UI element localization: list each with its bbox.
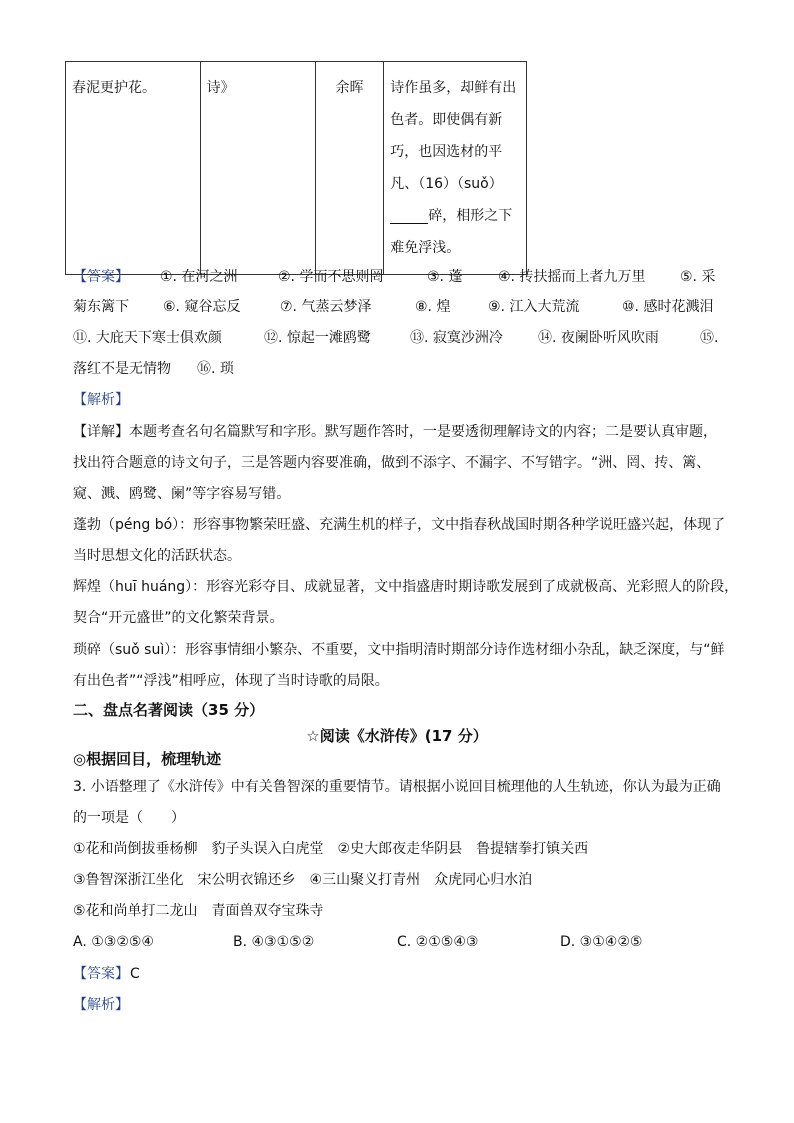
sub-heading: ◎根据回目，梳理轨迹 xyxy=(73,750,222,768)
comment-text-a: 诗作虽多，却鲜有出色者。即使偶有新巧，也因选材的平凡、（16）（suǒ） xyxy=(390,80,517,192)
answer-value: C xyxy=(130,966,140,982)
event-line: ⑤花和尚单打二龙山 青面兽双夺宝珠寺 xyxy=(73,903,324,919)
detail-line: 当时思想文化的活跃状态。 xyxy=(73,548,241,564)
detail-line: 窥、溅、鸥鹭、阑”等字容易写错。 xyxy=(73,486,291,502)
event-line: ③鲁智深浙江坐化 宋公明衣锦还乡 ④三山聚义打青州 众虎同心归水泊 xyxy=(73,872,533,888)
detail-line: 辉煌（huī huáng）：形容光彩夺目、成就显著，文中指盛唐时期诗歌发展到了成就极高、光彩照人的阶段， xyxy=(73,579,739,595)
answer-item: 菊东篱下 xyxy=(73,299,129,315)
question-line: 3. 小语整理了《水浒传》中有关鲁智深的重要情节。请根据小说回目梳理他的人生轨迹，你认为最为正确 xyxy=(73,779,721,795)
detail-line: 契合“开元盛世”的文化繁荣背景。 xyxy=(73,610,284,626)
answer-item: ⑥. 窥谷忘反 xyxy=(163,299,241,315)
answer-item: ⑭. 夜阑卧听风吹雨 xyxy=(538,330,659,346)
event-line: ①花和尚倒拔垂杨柳 豹子头误入白虎堂 ②史大郎夜走华阴县 鲁提辖拳打镇关西 xyxy=(73,841,589,857)
answer-label: 【答案】 xyxy=(73,966,129,982)
detail-line: 琐碎（suǒ suì）：形容事情细小繁杂、不重要，文中指明清时期部分诗作选材细小杂乱，缺乏深度，与“鲜 xyxy=(73,642,725,658)
answer-item: ⑬. 寂寞沙洲冷 xyxy=(410,330,503,346)
poem-table xyxy=(65,61,527,275)
table-cell-verse: 春泥更护花。 xyxy=(66,62,201,275)
option-b: B. ④③①⑤② xyxy=(233,934,315,950)
analysis-label: 【解析】 xyxy=(73,997,129,1013)
detail-line: 找出符合题意的诗文句子，三是答题内容要准确，做到不添字、不漏字、不写错字。“洲、罔、抟、篱、 xyxy=(73,455,711,471)
answer-item: ⑤. 采 xyxy=(680,269,716,285)
table-row xyxy=(66,62,527,275)
table-cell-title: 诗》 xyxy=(200,62,315,275)
option-c: C. ②①⑤④③ xyxy=(397,934,479,950)
fill-blank xyxy=(390,209,428,224)
answer-item: ①. 在河之洲 xyxy=(160,269,238,285)
detail-line: 有出色者”“浮浅”相呼应，体现了当时诗歌的局限。 xyxy=(73,673,389,689)
detail-line: 蓬勃（péng bó）：形容事物繁荣旺盛、充满生机的样子，文中指春秋战国时期各种学说旺盛兴起，体现了 xyxy=(73,517,726,533)
answer-item: ③. 蓬 xyxy=(427,269,463,285)
subsection-title: ☆阅读《水浒传》(17 分） xyxy=(306,727,488,745)
question-line: 的一项是（ ） xyxy=(73,810,185,826)
option-a: A. ①③②⑤④ xyxy=(73,934,154,950)
answer-item: ⑮. xyxy=(700,330,719,346)
option-d: D. ③①④②⑤ xyxy=(560,934,643,950)
section-title: 二、盘点名著阅读（35 分） xyxy=(73,701,265,719)
comment-text-b: 碎，相形之下难免浮浅。 xyxy=(390,208,513,256)
answer-item: ⑨. 江入大荒流 xyxy=(488,299,580,315)
answer-item: ②. 学而不思则罔 xyxy=(278,269,384,285)
answer-item: ④. 抟扶摇而上者九万里 xyxy=(498,269,646,285)
answer-item: ⑪. 大庇天下寒士俱欢颜 xyxy=(73,330,222,346)
answer-label: 【答案】 xyxy=(73,269,129,285)
table-cell-comment xyxy=(384,62,527,275)
answer-item: ⑩. 感时花溅泪 xyxy=(622,299,714,315)
answer-item: ⑦. 气蒸云梦泽 xyxy=(280,299,372,315)
answer-item: ⑧. 煌 xyxy=(415,299,451,315)
table-cell-term: 余晖 xyxy=(315,62,383,275)
answer-item: 落红不是无情物 xyxy=(73,361,171,377)
analysis-label: 【解析】 xyxy=(73,392,129,408)
answer-item: ⑯. 琐 xyxy=(197,361,234,377)
detail-line: 【详解】本题考查名句名篇默写和字形。默写题作答时，一是要透彻理解诗文的内容；二是要认真审题， xyxy=(73,424,717,440)
answer-item: ⑫. 惊起一滩鸥鹭 xyxy=(264,330,371,346)
